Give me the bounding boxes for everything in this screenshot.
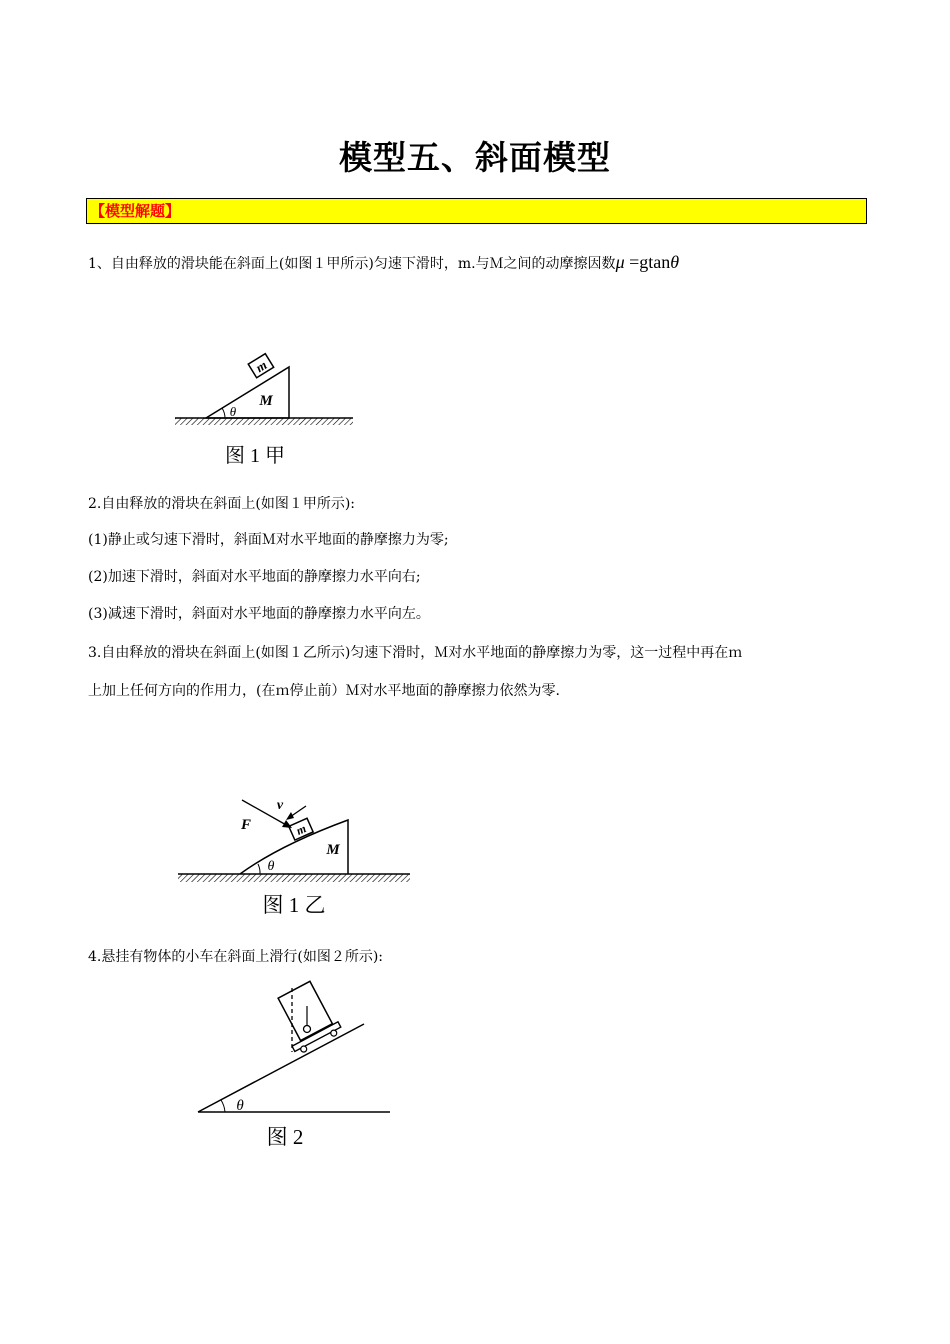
figure-caption: 图 2 bbox=[266, 1125, 304, 1149]
wedge-label: M bbox=[259, 393, 273, 409]
figure-caption: 图 1 甲 bbox=[225, 445, 285, 467]
formula-mu: μ bbox=[615, 252, 625, 272]
figure-caption: 图 1 乙 bbox=[262, 893, 326, 917]
angle-label: θ bbox=[267, 859, 275, 874]
velocity-label: v bbox=[276, 798, 284, 813]
block-label: m bbox=[294, 821, 309, 838]
friction-formula bbox=[616, 252, 680, 272]
item-2-intro: 2.自由释放的滑块在斜面上(如图１甲所示): bbox=[88, 496, 355, 512]
item-2-point-3: (3)减速下滑时，斜面对水平地面的静摩擦力水平向左。 bbox=[88, 606, 430, 622]
formula-theta: θ bbox=[670, 252, 680, 272]
wedge-label: M bbox=[326, 842, 340, 858]
block-label: m bbox=[252, 357, 270, 376]
item-1 bbox=[88, 252, 679, 274]
figure-1a bbox=[170, 350, 360, 475]
section-banner: 【模型解题】 bbox=[86, 198, 867, 224]
formula-eq: =gtan bbox=[624, 252, 671, 272]
page-title: 模型五、斜面模型 bbox=[339, 138, 611, 177]
item-2-point-1: (1)静止或匀速下滑时，斜面Ｍ对水平地面的静摩擦力为零; bbox=[88, 532, 449, 548]
figure-2 bbox=[190, 982, 400, 1152]
item-2-point-2: (2)加速下滑时，斜面对水平地面的静摩擦力水平向右; bbox=[88, 569, 421, 585]
figure-1b bbox=[170, 790, 420, 920]
item-3-line-1: 3.自由释放的滑块在斜面上(如图１乙所示)匀速下滑时，Ｍ对水平地面的静摩擦力为零，这一过程中再在ｍ bbox=[88, 645, 743, 661]
force-label: F bbox=[240, 817, 252, 833]
angle-label: θ bbox=[236, 1098, 244, 1114]
item-1-text: 1、自由释放的滑块能在斜面上(如图１甲所示)匀速下滑时，m.与Ｍ之间的动摩擦因数 bbox=[88, 256, 616, 272]
item-3-line-2: 上加上任何方向的作用力，(在ｍ停止前）Ｍ对水平地面的静摩擦力依然为零. bbox=[88, 683, 560, 699]
item-4: 4.悬挂有物体的小车在斜面上滑行(如图２所示): bbox=[88, 949, 383, 965]
angle-label: θ bbox=[229, 404, 237, 419]
